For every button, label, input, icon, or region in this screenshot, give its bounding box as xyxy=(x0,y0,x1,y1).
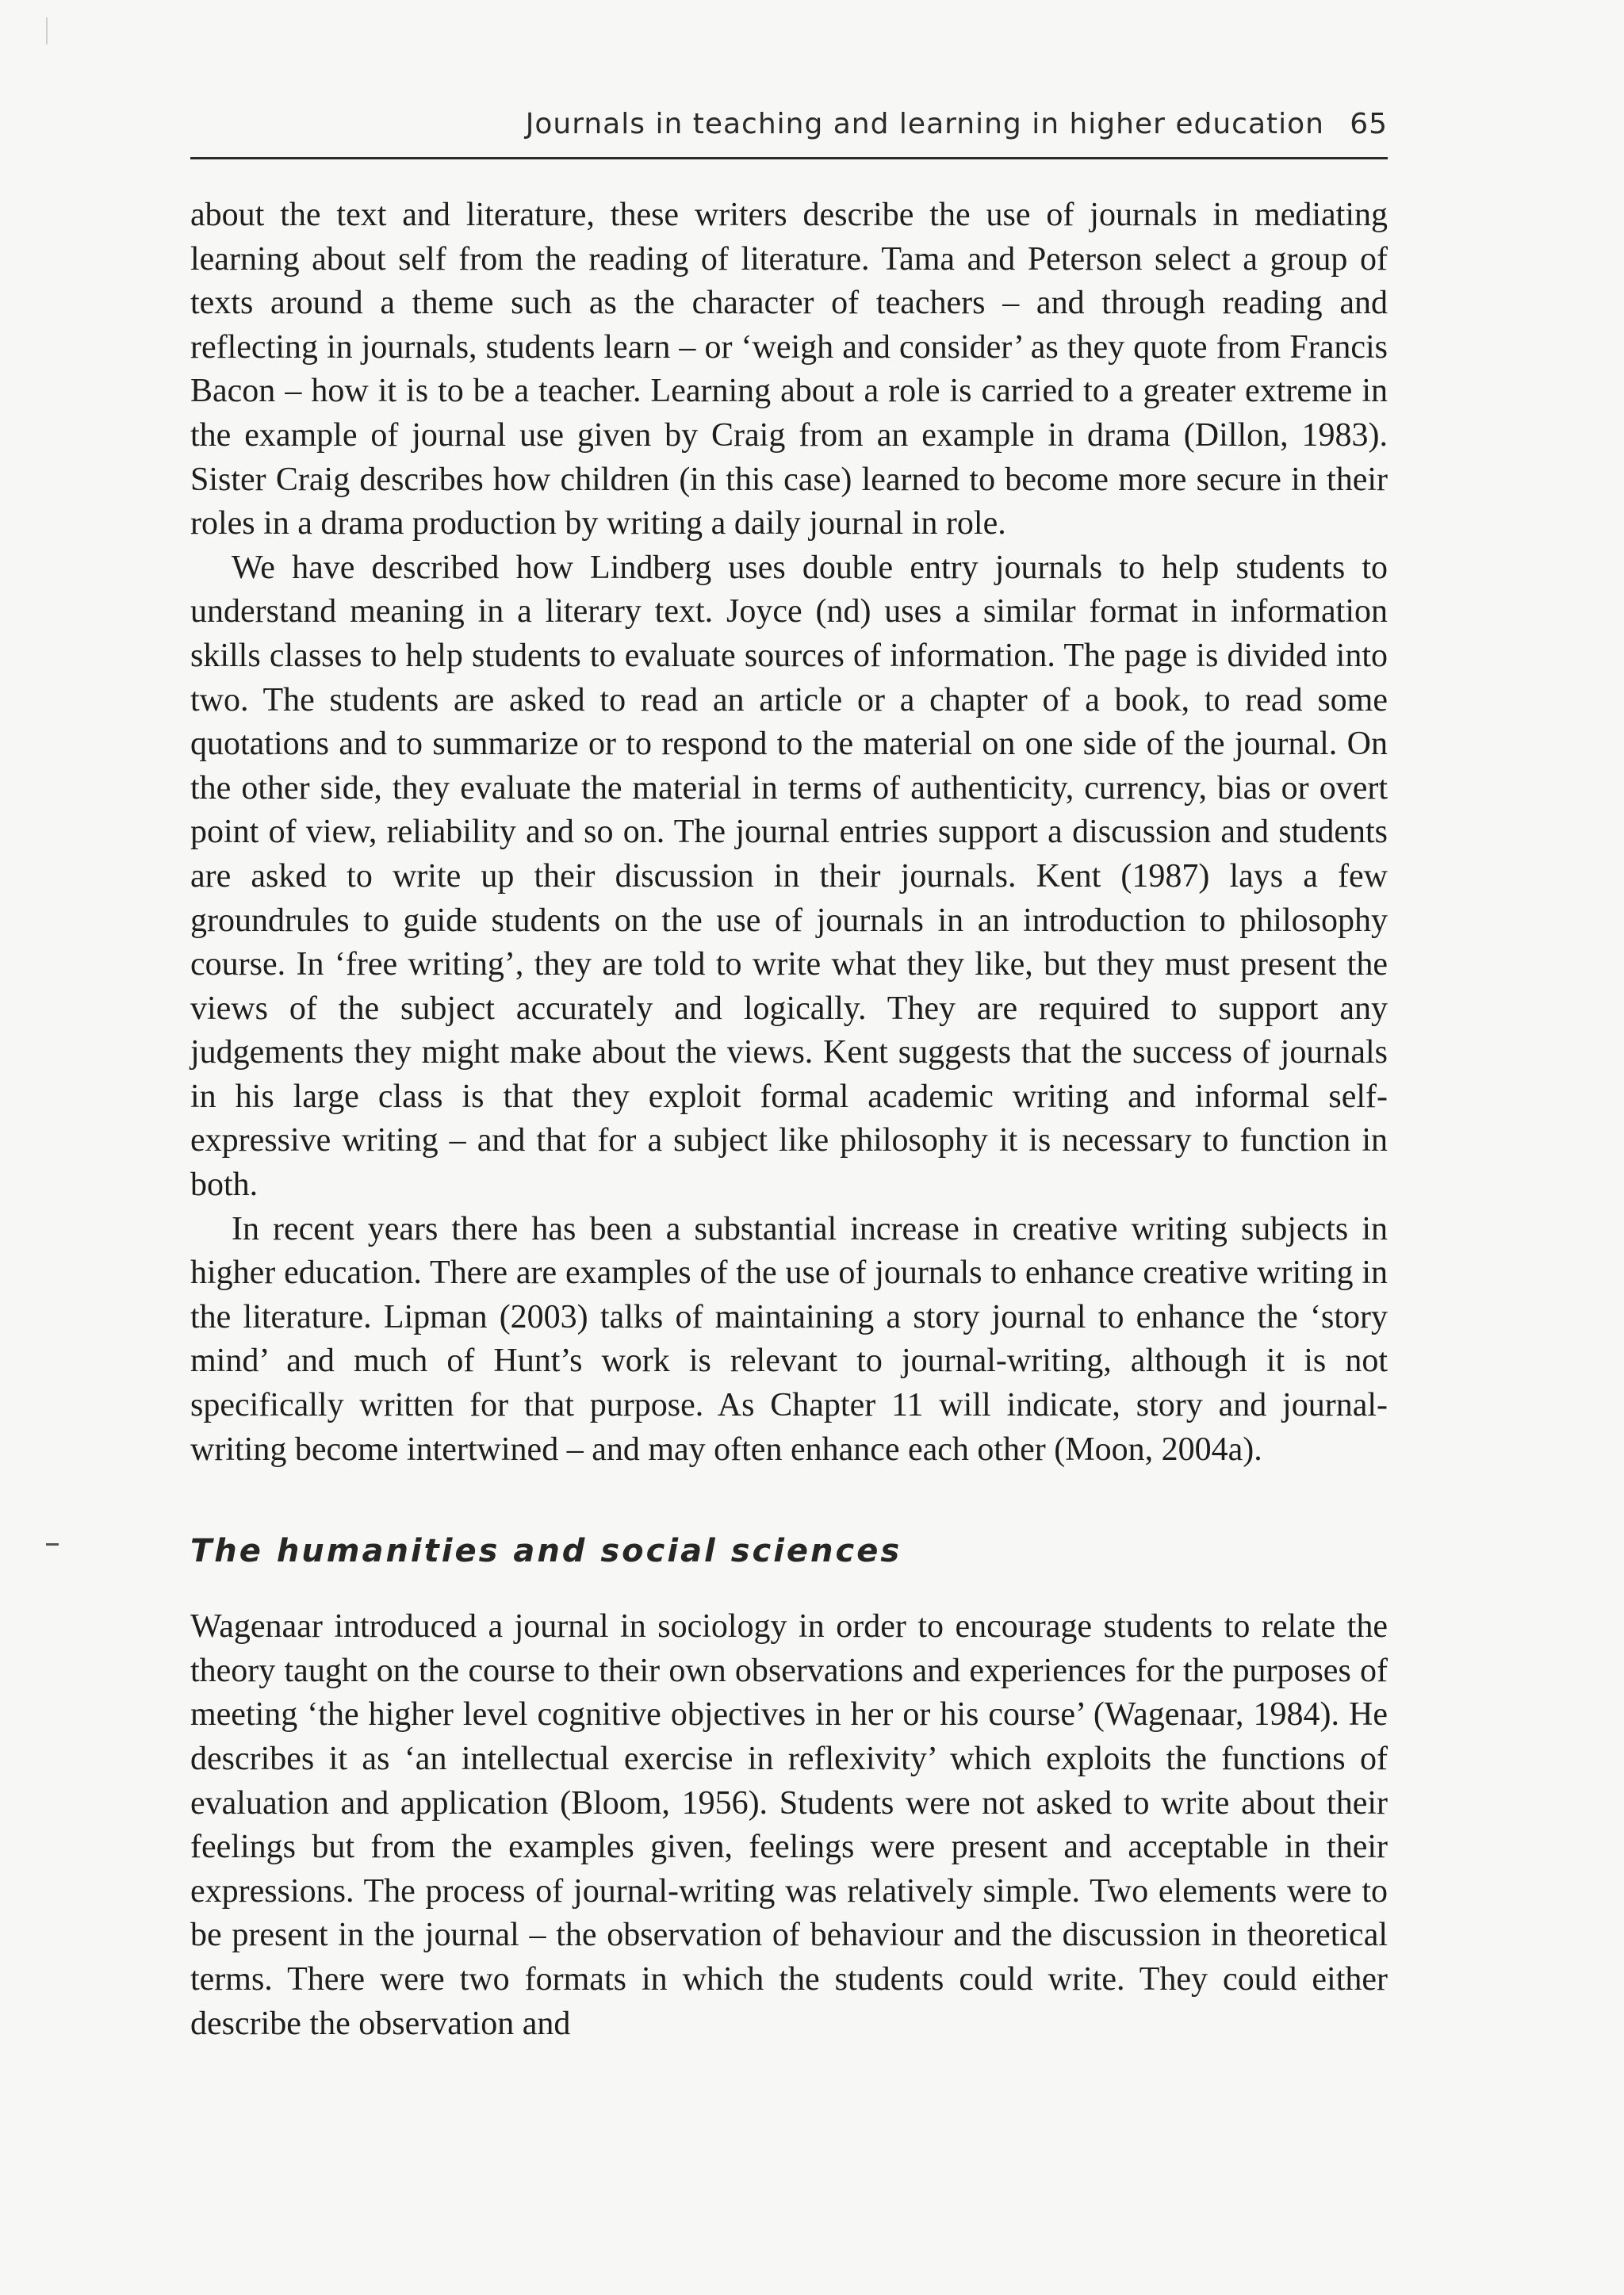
running-head-title: Journals in teaching and learning in higher education xyxy=(525,108,1324,140)
paragraph-3: In recent years there has been a substantial increase in creative writing subjects in higher education. There are examples of the use of journals to enhance creative writing in the literature. Lipman (2003) talks of maintaining a story journal to enhance the ‘story mind’ and much of Hunt’s work is relevant to journal-writing, although it is not specifically written for that purpose. As Chapter 11 will indicate, story and journal-writing become intertwined – and may often enhance each other (Moon, 2004a). xyxy=(190,1210,1388,1468)
margin-mark xyxy=(46,1543,59,1546)
body-text xyxy=(190,193,1388,2046)
scan-mark xyxy=(46,17,48,44)
page-number: 65 xyxy=(1350,108,1388,140)
section-heading: The humanities and social sciences xyxy=(190,1533,902,1570)
section-paragraph: Wagenaar introduced a journal in sociology in order to encourage students to relate the theory taught on the course to their own observations and experiences for the purposes of meeting ‘the higher level cognitive objectives in her or his course’ (Wagenaar, 1984). He describes it as ‘an intellectual exercise in reflexivity’ which exploits the functions of evaluation and application (Bloom, 1956). Students were not asked to write about their feelings but from the examples given, feelings were present and acceptable in their expressions. The process of journal-writing was relatively simple. Two elements were to be present in the journal – the observation of behaviour and the discussion in theoretical terms. There were two formats in which the students could write. They could either describe the observation and xyxy=(190,1608,1388,2042)
paragraph-1: about the text and literature, these writers describe the use of journals in mediating learning about self from the reading of literature. Tama and Peterson select a group of texts around a theme such as the character of teachers – and through reading and reflecting in journals, students learn – or ‘weigh and consider’ as they quote from Francis Bacon – how it is to be a teacher. Learning about a role is carried to a greater extreme in the example of journal use given by Craig from an example in drama (Dillon, 1983). Sister Craig describes how children (in this case) learned to become more secure in their roles in a drama production by writing a daily journal in role. xyxy=(190,197,1388,542)
paragraph-2: We have described how Lindberg uses double entry journals to help students to understand meaning in a literary text. Joyce (nd) uses a similar format in information skills classes to help students to evaluate sources of information. The page is divided into two. The students are asked to read an article or a chapter of a book, to read some quotations and to summarize or to respond to the material on one side of the journal. On the other side, they evaluate the material in terms of authenticity, currency, bias or overt point of view, reliability and so on. The journal entries support a discussion and students are asked to write up their discussion in their journals. Kent (1987) lays a few groundrules to guide students on the use of journals in an introduction to philosophy course. In ‘free writing’, they are told to write what they like, but they must present the views of the subject accurately and logically. They are required to support any judgements they might make about the views. Kent suggests that the success of journals in his large class is that they exploit formal academic writing and informal self-expressive writing – and that for a subject like philosophy it is necessary to function in both. xyxy=(190,549,1388,1204)
running-head xyxy=(190,108,1388,159)
